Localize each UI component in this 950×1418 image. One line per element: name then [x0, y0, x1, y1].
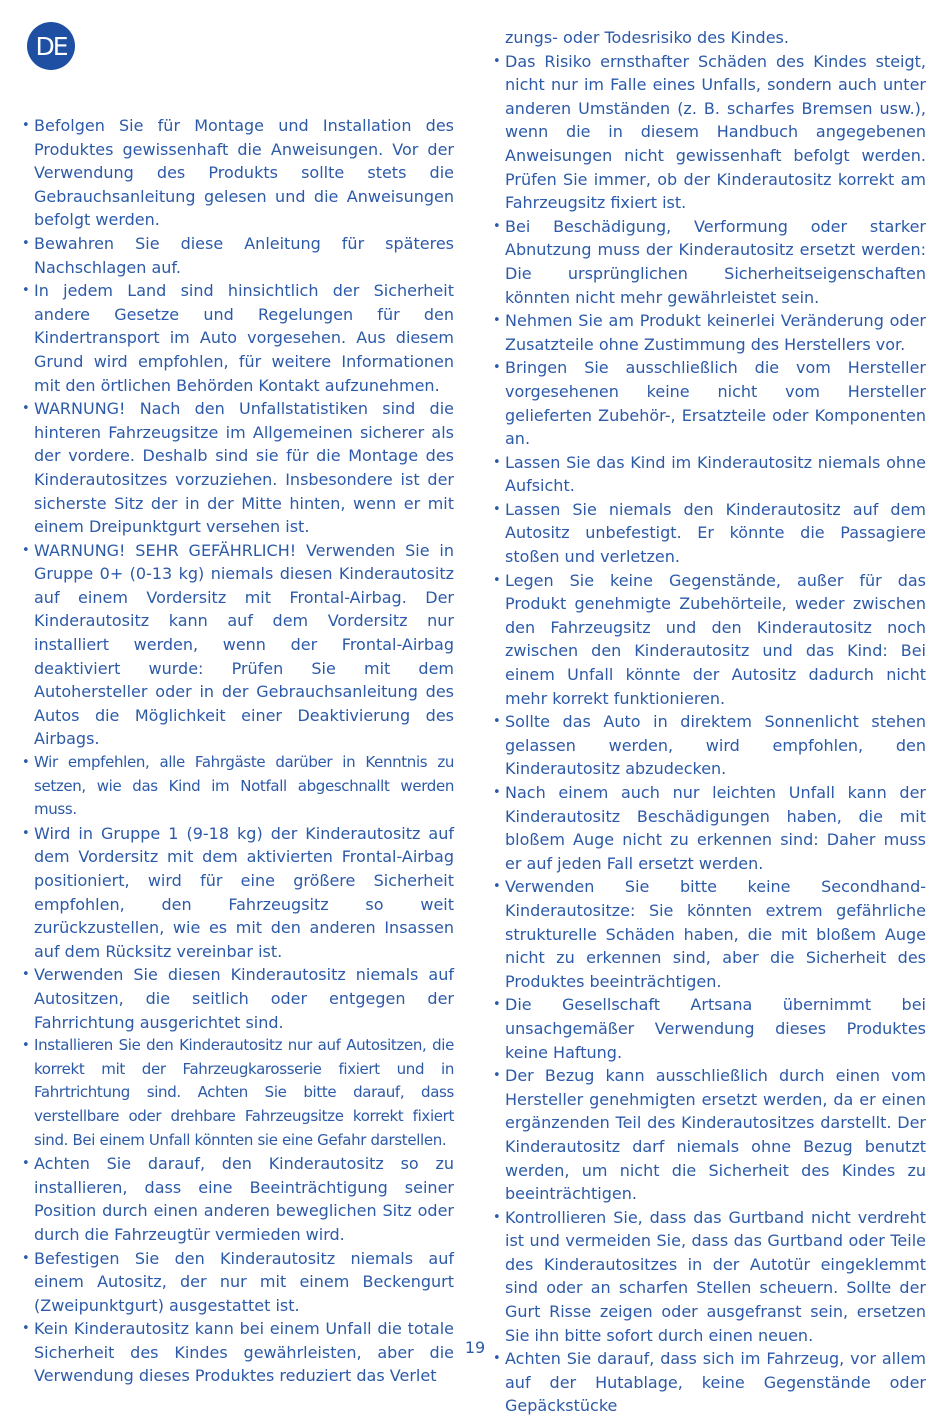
list-item: • Achten Sie darauf, dass sich im Fahrzeug, vor allem auf der Hutablage, keine Gegenstände oder Gepäckstücke	[493, 1347, 926, 1418]
list-item: • Bewahren Sie diese Anleitung für späteres Nachschlagen auf.	[22, 232, 454, 279]
list-item: • Wir empfehlen, alle Fahrgäste darüber in Kenntnis zu setzen, wie das Kind im Notfall abgeschnallt werden muss.	[22, 751, 454, 822]
right-column	[493, 26, 926, 1418]
list-item: • Der Bezug kann ausschließlich durch einen vom Hersteller genehmigten ersetzt werden, da er einen ergänzenden Teil des Kinderautositzes darstellt. Der Kinderautositz darf niemals ohne Bezug benutzt werden, um nicht die Sicherheit des Kindes zu beeinträchtigen.	[493, 1064, 926, 1206]
list-item: • Kontrollieren Sie, dass das Gurtband nicht verdreht ist und vermeiden Sie, dass das Gurtband oder Teile des Kinderautositzes in der Autotür eingeklemmt sind oder an scharfen Stellen scheuern. Sollte der Gurt Risse zeigen oder ausgefranst sein, ersetzen Sie ihn bitte sofort durch einen neuen.	[493, 1206, 926, 1348]
list-item: • Befestigen Sie den Kinderautositz niemals auf einem Autositz, der nur mit einem Beckengurt (Zweipunktgurt) ausgestattet ist.	[22, 1247, 454, 1318]
list-item: • Nach einem auch nur leichten Unfall kann der Kinderautositz Beschädigungen haben, die mit bloßem Auge nicht zu erkennen sind: Daher muss er auf jeden Fall ersetzt werden.	[493, 781, 926, 875]
list-item: • Kein Kinderautositz kann bei einem Unfall die totale Sicherheit des Kindes gewährleisten, aber die Verwendung dieses Produktes reduziert das Verlet	[22, 1317, 454, 1388]
list-item: • Verwenden Sie bitte keine Secondhand-Kinderautositze: Sie könnten extrem gefährliche strukturelle Schäden haben, die mit bloßem Auge nicht zu erkennen sind, aber die Sicherheit des Produktes beeinträchtigen.	[493, 875, 926, 993]
list-item: • Lassen Sie niemals den Kinderautositz auf dem Autositz unbefestigt. Er könnte die Passagiere stoßen und verletzen.	[493, 498, 926, 569]
list-item: • Nehmen Sie am Produkt keinerlei Veränderung oder Zusatzteile ohne Zustimmung des Herstellers vor.	[493, 309, 926, 356]
page-number: 19	[464, 1338, 486, 1357]
list-item: • Das Risiko ernsthafter Schäden des Kindes steigt, nicht nur im Falle eines Unfalls, sondern auch unter anderen Umständen (z. B. scharfes Bremsen usw.), wenn die in diesem Handbuch angegebenen Anweisungen nicht gewissenhaft befolgt werden. Prüfen Sie immer, ob der Kinderautositz korrekt am Fahrzeugsitz fixiert ist.	[493, 50, 926, 215]
list-item: • Installieren Sie den Kinderautositz nur auf Autositzen, die korrekt mit der Fahrzeugkarosserie fixiert und in Fahrtrichtung sind. Achten Sie bitte darauf, dass verstellbare oder drehbare Fahrzeugsitze korrekt fixiert sind. Bei einem Unfall könnten sie eine Gefahr darstellen.	[22, 1034, 454, 1152]
list-item: • Verwenden Sie diesen Kinderautositz niemals auf Autositzen, die seitlich oder entgegen der Fahrrichtung ausgerichtet sind.	[22, 963, 454, 1034]
list-item-continuation: zungs- oder Todesrisiko des Kindes.	[505, 28, 789, 47]
list-item: • Lassen Sie das Kind im Kinderautositz niemals ohne Aufsicht.	[493, 451, 926, 498]
list-item: • Sollte das Auto in direktem Sonnenlicht stehen gelassen werden, wird empfohlen, den Kinderautositz abzudecken.	[493, 710, 926, 781]
list-item: • WARNUNG! Nach den Unfallstatistiken sind die hinteren Fahrzeugsitze im Allgemeinen sicherer als der vordere. Deshalb sind sie für die Montage des Kinderautositzes vorzuziehen. Insbesondere ist der sicherste Sitz der in der Mitte hinten, wenn er mit einem Dreipunktgurt versehen ist.	[22, 397, 454, 539]
list-item: • Legen Sie keine Gegenstände, außer für das Produkt genehmigte Zubehörteile, weder zwischen den Fahrzeugsitz und den Kinderautositz noch zwischen den Kinderautositz und das Kind: Bei einem Unfall könnte der Autositz dadurch nicht mehr korrekt funktionieren.	[493, 569, 926, 711]
list-item: • Achten Sie darauf, den Kinderautositz so zu installieren, dass eine Beeinträchtigung seiner Position durch einen anderen beweglichen Sitz oder durch die Fahrzeugtür vermieden wird.	[22, 1152, 454, 1246]
left-column	[22, 114, 454, 1388]
list-item: • WARNUNG! SEHR GEFÄHRLICH! Verwenden Sie in Gruppe 0+ (0-13 kg) niemals diesen Kinderautositz auf einem Vordersitz mit Frontal-Airbag. Der Kinderautositz kann auf dem Vordersitz nur installiert werden, wenn der Frontal-Airbag deaktiviert wurde: Prüfen Sie mit dem Autohersteller oder in der Gebrauchsanleitung des Autos die Möglichkeit einer Deaktivierung des Airbags.	[22, 539, 454, 751]
list-item: • Bringen Sie ausschließlich die vom Hersteller vorgesehenen keine nicht vom Hersteller gelieferten Zubehör-, Ersatzteile oder Komponenten an.	[493, 356, 926, 450]
list-item: • Wird in Gruppe 1 (9-18 kg) der Kinderautositz auf dem Vordersitz mit dem aktivierten Frontal-Airbag positioniert, wird für eine größere Sicherheit empfohlen, den Fahrzeugsitz so weit zurückzustellen, wie es mit den anderen Insassen auf dem Rücksitz vereinbar ist.	[22, 822, 454, 964]
language-badge: DE	[27, 22, 75, 70]
list-item: • Befolgen Sie für Montage und Installation des Produktes gewissenhaft die Anweisungen. Vor der Verwendung des Produkts sollte stets die Gebrauchsanleitung gelesen und die Anweisungen befolgt werden.	[22, 114, 454, 232]
list-item: • In jedem Land sind hinsichtlich der Sicherheit andere Gesetze und Regelungen für den Kindertransport im Auto vorgesehen. Aus diesem Grund wird empfohlen, für weitere Informationen mit den örtlichen Behörden Kontakt aufzunehmen.	[22, 279, 454, 397]
list-item: • Die Gesellschaft Artsana übernimmt bei unsachgemäßer Verwendung dieses Produktes keine Haftung.	[493, 993, 926, 1064]
list-item: • Bei Beschädigung, Verformung oder starker Abnutzung muss der Kinderautositz ersetzt werden: Die ursprünglichen Sicherheitseigenschaften könnten nicht mehr gewährleistet sein.	[493, 215, 926, 309]
